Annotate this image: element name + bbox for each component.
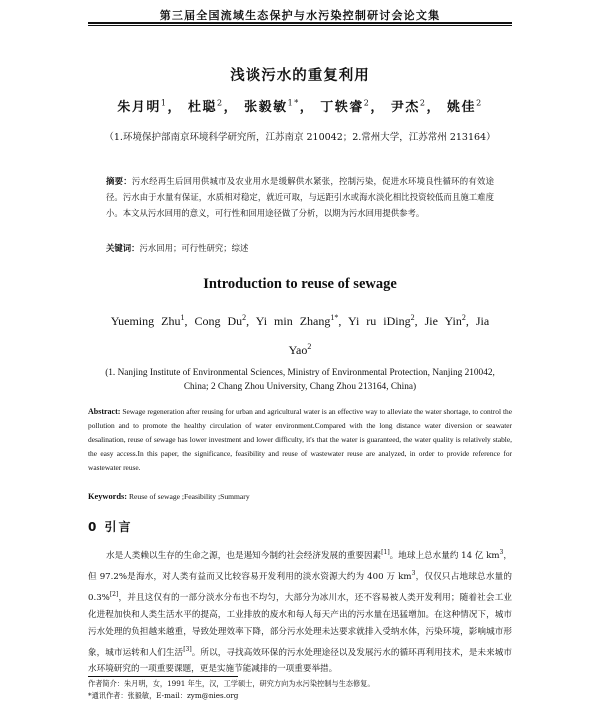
footnote-author-intro: 作者简介：朱月明，女，1991 年生，汉，工学硕士，研究方向为水污染控制与生态修复。: [88, 679, 375, 688]
cn-author-sup: 1: [160, 98, 168, 108]
chinese-keywords: [106, 240, 494, 256]
en-author-sep: ,: [465, 314, 469, 328]
chinese-keywords-text: 污水回用；可行性研究；综述: [139, 243, 249, 253]
english-abstract-text: Sewage regeneration after reusing for urban and agricultural water is an effective way to alleviate the water shortage, to control the pollution and to promote the healthy circulation of water environment.Compared with the long distance water diversion or seawater desalination, reuse of sewage has lower investment and lower difficulty, it's that the water is guaranteed, the water quality is relatively stable, the easy access.In this paper, the significance, feasibility and reuse of wastewater reuse are analyzed, in order to provide reference for wastewater reuse.: [88, 407, 512, 472]
en-author-name: Jie Yin: [424, 314, 462, 328]
introduction-paragraph: [88, 544, 512, 678]
cn-author-name: 朱月明: [117, 100, 161, 115]
english-title: Introduction to reuse of sewage: [203, 276, 397, 292]
section-heading-introduction: [88, 518, 133, 535]
chinese-keywords-label: 关键词：: [106, 243, 140, 253]
en-author-name: Jia Yao: [288, 314, 490, 357]
running-header: 第三届全国流域生态保护与水污染控制研讨会论文集: [159, 9, 441, 22]
header-rule-thick: [88, 22, 512, 24]
en-author-name: Yi ru iDing: [347, 314, 411, 328]
english-keywords-text: Reuse of sewage ;Feasibility ;Summary: [128, 492, 250, 501]
cn-author-sup: 2: [217, 98, 224, 108]
cn-author-name: 张毅敏: [244, 100, 288, 115]
cn-author-name: 尹杰: [390, 100, 420, 115]
cn-author-sup: 1*: [287, 98, 300, 108]
en-author-name: Yi min Zhang: [255, 314, 331, 328]
english-affiliation: (1. Nanjing Institute of Environmental Sciences, Ministry of Environmental Protection, Nanjing 210042, China; 2 Chang Zhou University, Chang Zhou 213164, China): [105, 368, 495, 392]
chinese-abstract-text: 污水经再生后回用供城市及农业用水是缓解供水紧张，控制污染，促进水环境良性循环的有效途径。污水由于水量有保证，水质相对稳定，就近可取，与远距引水或海水淡化相比投资较低而且施工难度小。本文从污水回用的意义，可行性和回用途径做了分析，以期为污水回用提供参考。: [106, 176, 495, 218]
english-abstract: [88, 405, 512, 475]
intro-text: ，仅仅只占地球总水量的 0.3%: [88, 571, 512, 603]
en-author-sup: 2: [307, 342, 312, 351]
en-author-sep: ,: [184, 314, 188, 328]
en-author-name: Yueming Zhu: [110, 314, 181, 328]
cn-author-sup: 2: [476, 98, 483, 108]
footnotes: [88, 678, 512, 702]
cn-author-name: 姚佳: [447, 100, 477, 115]
section-number: 0: [88, 520, 99, 534]
en-author-sup: 2: [242, 313, 247, 322]
chinese-abstract-label: 摘要：: [106, 176, 132, 186]
en-author-sep: ,: [246, 314, 250, 328]
intro-text: 。所以，寻找高效环保的污水处理途径以及发展污水的循环再利用技术，是未来城市水环境研究的一项重要课题，更是实施节能减排的一项重要举措。: [88, 647, 512, 675]
en-author-sup: 1: [180, 313, 185, 322]
intro-text: 水是人类赖以生存的生命之源，也是遏知今制约社会经济发展的重要因素: [106, 550, 382, 561]
cn-author-name: 丁轶睿: [320, 100, 364, 115]
en-author-sep: ,: [414, 314, 418, 328]
cn-author-name: 杜聪: [187, 100, 217, 115]
en-author-sup: 2: [461, 313, 466, 322]
citation: [2]: [109, 590, 119, 598]
citation: [1]: [381, 549, 390, 556]
intro-text: ，但 97.2%是海水，对人类有益而又比较容易开发利用的淡水资源大约为 400 万 km: [88, 550, 512, 582]
citation: [3]: [183, 645, 192, 653]
section-title: 引言: [104, 520, 133, 534]
en-author-sup: 2: [410, 313, 415, 322]
english-keywords-label: Keywords:: [88, 492, 128, 501]
chinese-abstract: [106, 173, 494, 221]
footnote-divider: [88, 676, 238, 677]
english-keywords: [88, 492, 512, 501]
english-author-list: [100, 305, 500, 363]
en-author-sep: ,: [338, 314, 342, 328]
intro-text: 。地球上总水量约 14 亿 km: [389, 550, 500, 561]
superscript: 3: [411, 569, 416, 577]
intro-text: ，并且这仅有的一部分淡水分布也不均匀，大部分为冰川水，还不容易被人类开发利用；随着社会工业化进程加快和人类生活水平的提高，工业排放的废水和每人每天产出的污水量在迅猛增加。在这种情况下，城市污水处理的负担越来越重，导致处理效率下降，部分污水处理未达要求就排入受纳水体，污染环境，影响城市形象，城市运转和人们生活: [88, 592, 512, 658]
cn-author-sup: 2: [363, 98, 371, 108]
en-author-name: Cong Du: [194, 314, 243, 328]
footnote-corresponding: *通讯作者：张毅敏，E-mail：zym@nies.org: [88, 691, 239, 700]
header-rule-thin: [88, 25, 512, 26]
superscript: 3: [499, 549, 504, 556]
english-abstract-label: Abstract:: [88, 407, 121, 416]
chinese-author-list: 朱月明$^1$， 杜聪$^2$， 张毅敏$^{1*}$， 丁轶睿$^2$， 尹杰$^2$， 姚佳$^2$: [117, 98, 483, 115]
en-author-sup: 1*: [330, 313, 339, 322]
cn-author-sup: 2: [419, 98, 427, 108]
chinese-title: 浅谈污水的重复利用: [230, 68, 370, 84]
chinese-affiliation: （1.环境保护部南京环境科学研究所，江苏南京 210042；2.常州大学，江苏常州 213164）: [104, 132, 496, 143]
